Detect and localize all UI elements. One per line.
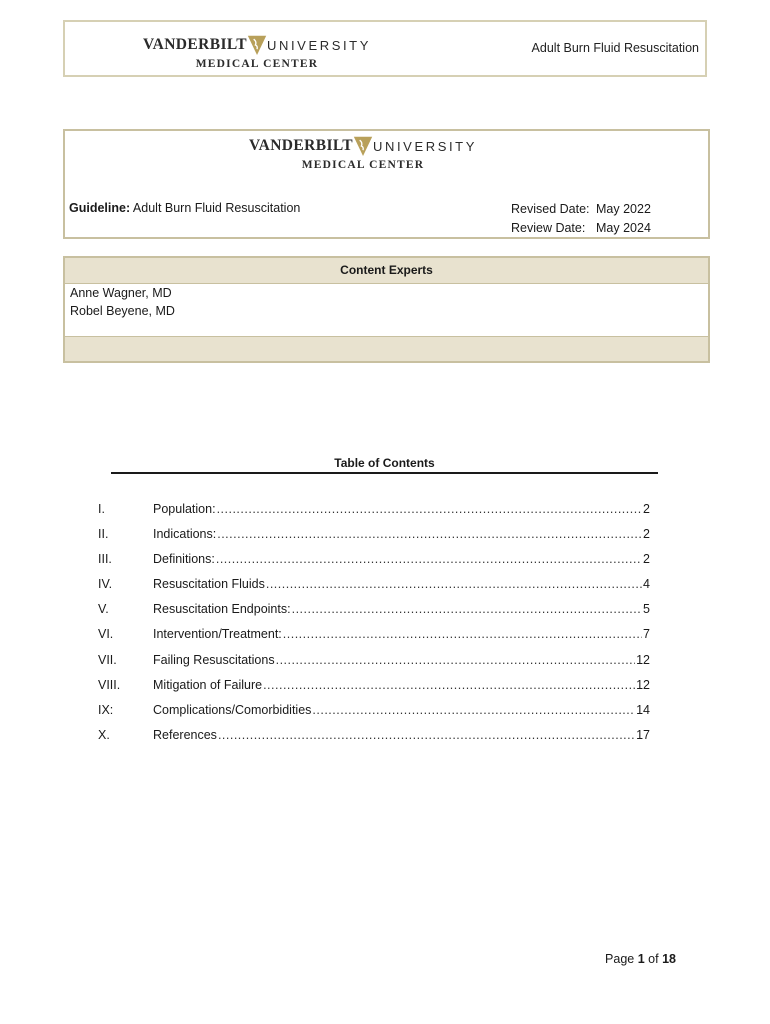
oak-leaf-v-icon	[353, 133, 373, 159]
review-date-value: May 2024	[596, 221, 651, 235]
toc-page-number: 12	[636, 653, 650, 667]
guideline-value: Adult Burn Fluid Resuscitation	[132, 201, 301, 215]
toc-number: II.	[98, 527, 109, 541]
toc-number: IV.	[98, 577, 113, 591]
toc-label: Resuscitation Endpoints:	[153, 602, 291, 616]
guideline-label: Guideline:	[69, 201, 131, 215]
of-word: of	[648, 952, 659, 966]
expert-name: Anne Wagner, MD	[70, 286, 172, 300]
toc-number: IX:	[98, 703, 114, 717]
logo-word-vanderbilt: VANDERBILT	[143, 36, 247, 53]
logo-subtitle: MEDICAL CENTER	[195, 58, 319, 70]
guideline-line	[69, 201, 300, 215]
toc-entry[interactable]	[98, 627, 650, 645]
toc-label: Complications/Comorbidities	[153, 703, 312, 717]
toc-leader	[276, 653, 636, 667]
toc-number: I.	[98, 502, 105, 516]
toc-divider	[111, 472, 658, 474]
document-title: Adult Burn Fluid Resuscitation	[531, 41, 699, 55]
toc-page-number: 4	[643, 577, 650, 591]
toc-label: Mitigation of Failure	[153, 678, 263, 692]
toc-entry[interactable]	[98, 577, 650, 595]
toc-label: Definitions:	[153, 552, 215, 566]
toc-leader	[218, 728, 635, 742]
review-date-label: Review Date:	[511, 221, 586, 235]
oak-leaf-v-icon	[247, 32, 267, 58]
toc-number: V.	[98, 602, 109, 616]
vumc-logo	[249, 131, 477, 179]
toc-entry[interactable]	[98, 728, 650, 746]
revised-date-label: Revised Date:	[511, 202, 590, 216]
logo-word-university: UNIVERSITY	[266, 37, 371, 53]
toc-leader	[217, 502, 642, 516]
expert-name: Robel Beyene, MD	[70, 304, 175, 318]
toc-page-number: 7	[643, 627, 650, 641]
toc-entry[interactable]	[98, 678, 650, 696]
total-pages: 18	[662, 952, 676, 966]
toc-page-number: 5	[643, 602, 650, 616]
toc-number: VII.	[98, 653, 117, 667]
toc-label: Resuscitation Fluids	[153, 577, 265, 591]
toc-label: Intervention/Treatment:	[153, 627, 282, 641]
toc-leader	[216, 552, 642, 566]
toc-entry[interactable]	[98, 653, 650, 671]
content-experts-table	[63, 256, 710, 363]
content-experts-heading: Content Experts	[65, 258, 708, 284]
toc-entry[interactable]	[98, 502, 650, 520]
page-word: Page	[605, 952, 635, 966]
toc-number: VIII.	[98, 678, 121, 692]
toc-label: References	[153, 728, 217, 742]
toc-page-number: 2	[643, 527, 650, 541]
toc-number: VI.	[98, 627, 114, 641]
toc-page-number: 12	[636, 678, 650, 692]
toc-number: X.	[98, 728, 110, 742]
toc-leader	[292, 602, 642, 616]
logo-word-vanderbilt: VANDERBILT	[249, 137, 353, 154]
toc-leader	[312, 703, 635, 717]
toc-title: Table of Contents	[334, 456, 435, 470]
toc-label: Population:	[153, 502, 216, 516]
toc-page-number: 17	[636, 728, 650, 742]
toc-entry[interactable]	[98, 527, 650, 545]
toc-leader	[266, 577, 642, 591]
running-header	[63, 20, 707, 77]
toc-page-number: 14	[636, 703, 650, 717]
vumc-logo	[143, 30, 371, 78]
page-number-footer	[605, 952, 676, 966]
logo-word-university: UNIVERSITY	[372, 138, 477, 154]
toc-entry[interactable]	[98, 703, 650, 721]
toc-label: Failing Resuscitations	[153, 653, 275, 667]
toc-page-number: 2	[643, 552, 650, 566]
toc-page-number: 2	[643, 502, 650, 516]
toc-entry[interactable]	[98, 602, 650, 620]
current-page: 1	[637, 952, 645, 966]
logo-subtitle: MEDICAL CENTER	[301, 159, 425, 171]
toc-entry[interactable]	[98, 552, 650, 570]
toc-number: III.	[98, 552, 112, 566]
toc-leader	[263, 678, 635, 692]
toc-leader	[283, 627, 642, 641]
content-experts-footer-row	[65, 336, 708, 361]
revised-date-value: May 2022	[596, 202, 651, 216]
guideline-box	[63, 129, 710, 239]
toc-leader	[217, 527, 642, 541]
toc-label: Indications:	[153, 527, 217, 541]
